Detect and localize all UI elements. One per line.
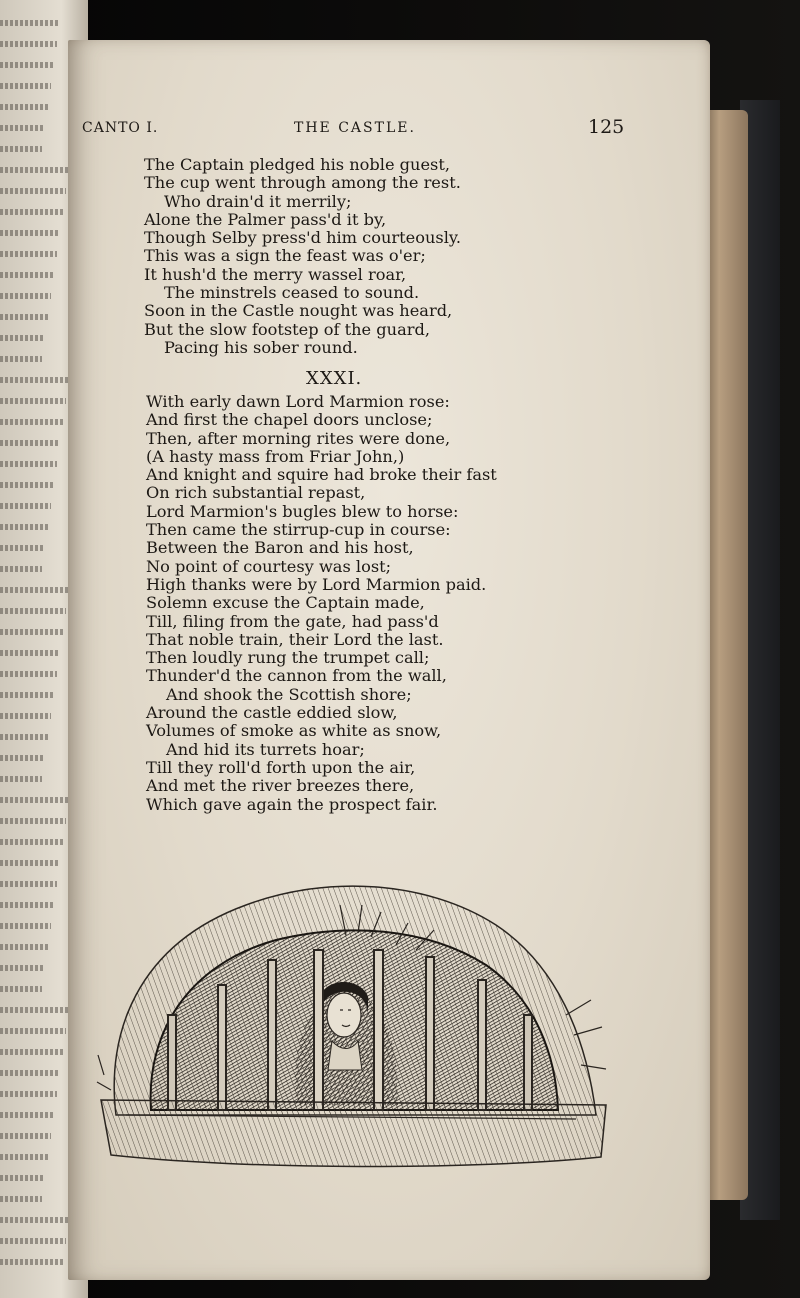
left-page-text-line [0,545,45,551]
verse-line: Thunder'd the cannon from the wall, [146,666,447,686]
left-page-text-line [0,944,48,950]
left-page-text-line [0,461,57,467]
left-page-text-line [0,755,45,761]
verse-line: On rich substantial repast, [146,483,366,503]
left-page-text-line [0,797,69,803]
left-page-text-line [0,1175,45,1181]
left-page-text-line [0,146,42,152]
left-page-text-line [0,335,45,341]
left-page-text-line [0,776,42,782]
left-page-text-line [0,734,48,740]
left-page-text-line [0,83,51,89]
left-page-text-line [0,482,54,488]
verse-line: Volumes of smoke as white as snow, [146,721,442,741]
left-page-text-line [0,377,69,383]
verse-line: But the slow footstep of the guard, [144,319,430,339]
left-page-text-line [0,587,69,593]
left-page-text-line [0,524,48,530]
verse-line: Which gave again the prospect fair. [146,794,438,814]
left-page-text-line [0,1091,57,1097]
verse-line: Then came the stirrup-cup in course: [146,520,451,540]
left-page-text-line [0,608,66,614]
running-head [82,118,642,142]
left-page-text-line [0,671,57,677]
verse-line: Then loudly rung the trumpet call; [146,648,430,668]
left-page-text-line [0,230,60,236]
verse-line: Around the castle eddied slow, [146,703,398,723]
verse-line: And hid its turrets hoar; [166,739,365,759]
left-page-text-line [0,1259,63,1265]
verse-line: The cup went through among the rest. [144,173,461,193]
left-page-text-line [0,1238,66,1244]
left-page-text-line [0,20,60,26]
left-page-text-line [0,839,63,845]
left-page-text-line [0,1196,42,1202]
left-page-text-line [0,629,63,635]
section-heading: XXXI. [306,368,363,389]
stanza-one [144,156,461,357]
verse-line: Though Selby press'd him courteously. [144,228,462,248]
left-page-text-line [0,440,60,446]
left-page-text-line [0,251,57,257]
stanza-two [146,393,497,814]
left-page-text-line [0,419,63,425]
left-page-text-line [0,965,45,971]
engraving-nun-behind-bars [96,865,616,1180]
verse-line: Soon in the Castle nought was heard, [144,301,453,321]
left-page-text-line [0,650,60,656]
left-page-text-line [0,1133,51,1139]
left-page-text-line [0,503,51,509]
left-page-text-line [0,104,48,110]
verse-line: The minstrels ceased to sound. [164,283,420,303]
verse-line: And shook the Scottish shore; [166,684,412,704]
verse-line: With early dawn Lord Marmion rose: [146,392,450,411]
left-page-text-line [0,125,45,131]
left-page-text-line [0,986,42,992]
left-page-text-line [0,818,66,824]
left-page-text-line [0,1154,48,1160]
verse-line: Pacing his sober round. [164,337,358,357]
left-page-text-line [0,293,51,299]
verse-line: And knight and squire had broke their fast [146,465,497,485]
left-page-text-line [0,188,66,194]
verse-line: Between the Baron and his host, [146,538,414,558]
left-page-text-line [0,1070,60,1076]
left-page-text-line [0,62,54,68]
verse-line: And met the river breezes there, [146,776,415,796]
left-page-text-line [0,881,57,887]
left-page-text-line [0,692,54,698]
left-page-text-line [0,272,54,278]
verse-line: It hush'd the merry wassel roar, [144,264,407,284]
left-page-text-line [0,1217,69,1223]
left-page-text-line [0,860,60,866]
verse-line: This was a sign the feast was o'er; [144,246,426,266]
page-number: 125 [588,116,625,138]
left-page-text-line [0,356,42,362]
left-page-text-line [0,1112,54,1118]
book-page [68,40,710,1280]
left-page-text-line [0,713,51,719]
verse-line: Who drain'd it merrily; [164,191,352,211]
left-page-text-line [0,167,69,173]
left-page-text-line [0,1028,66,1034]
verse-line: Alone the Palmer pass'd it by, [144,209,387,229]
left-page-text-line [0,41,57,47]
left-page-text-line [0,566,42,572]
left-page-text-line [0,1049,63,1055]
left-page-text-line [0,1007,69,1013]
verse-line: (A hasty mass from Friar John,) [146,446,405,466]
left-page-text-line [0,923,51,929]
window-sill [101,1100,606,1167]
verse-line: That noble train, their Lord the last. [146,629,444,649]
verse-line: Till, filing from the gate, had pass'd [146,611,439,631]
running-title: THE CASTLE. [294,120,416,136]
verse-line: The Captain pledged his noble guest, [144,155,450,174]
verse-line: Solemn excuse the Captain made, [146,593,425,613]
verse-line: Then, after morning rites were done, [146,428,451,448]
verse-line: And first the chapel doors unclose; [146,410,433,430]
verse-line: Lord Marmion's bugles blew to horse: [146,501,459,521]
left-page-text-line [0,209,63,215]
left-page-text-line [0,398,66,404]
left-page-text-line [0,314,48,320]
verse-line: High thanks were by Lord Marmion paid. [146,574,487,594]
verse-line: Till they roll'd forth upon the air, [146,757,416,777]
left-page-text-line [0,902,54,908]
canto-label: CANTO I. [82,120,159,136]
verse-line: No point of courtesy was lost; [146,556,392,576]
